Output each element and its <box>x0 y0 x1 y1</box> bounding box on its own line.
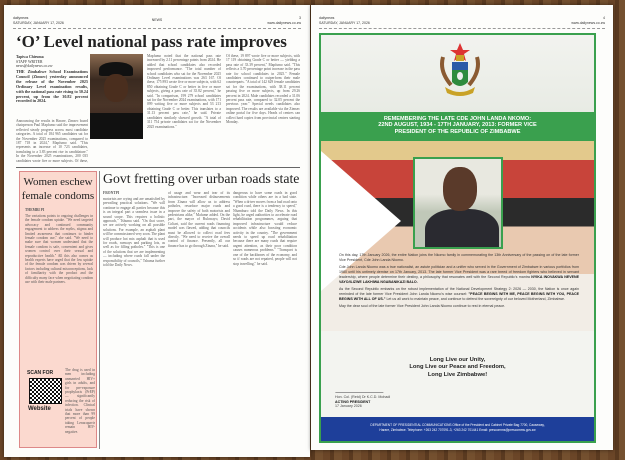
column-divider <box>99 171 100 449</box>
govt-byline: FRONTPI <box>103 191 120 195</box>
govt-column-1: motorists are crying and are unsatisfied by prevailing practical solutions. "We will continue to engage all parties because this is an integral part a seamless issue in a sound scope. This requires a holistic approach," Tshuma said. "On that score, we are actively working on all possible solutions. For example, an asphalt plant will be commissioned very soon. The plant will produce hot mix asphalt that is used for roads, runways and parking lots, as well as for filling potholes." "This is one of the solutions that we are implementing — including where roads fall under the responsibility of councils," Tshuma further told the Daily News. <box>103 197 165 268</box>
para-3-end: Let us all work to maintain peace, and continue to defend the sovereignty of our beloved Motherland, Zimbabwe. <box>386 296 566 301</box>
title-line-2: 22ND AUGUST, 1934 - 17TH JANUARY, 2013: FORMER VICE <box>378 122 537 129</box>
masthead: dailynews <box>13 16 29 20</box>
byline-name: Tapiwa Chiruma <box>16 55 44 59</box>
date: SATURDAY, JANUARY 17, 2026 <box>319 21 370 25</box>
women-body: The variations points to ongoing challenges in the female condom uptake. "We need targeted advocacy and continued community engagement to address the myths, stigma and limited awareness that continues to hinder female condom use," she said. "We need to make sure that women understand that the female condom is safe, convenient and gives women control over their sexual and reproductive health." All this also comes as health experts have urged that the low uptake of the female condom was driven by several factors including cultural misconceptions, lack of familiarity with the product and the difficulty many face when negotiating condom use with their male partners. <box>25 214 93 285</box>
signer-name: Hon. Col. (Retd) Dr K.C.D. Mohadi <box>335 395 391 399</box>
left-newspaper-page <box>4 5 310 457</box>
title-line-1: REMEMBERING THE LATE CDE JOHN LANDA NKOMO: <box>383 116 532 122</box>
para-3-text: As the Second Republic embarks on the robust implementation of the National Development Strategy 2: 2026 — 2030, the Nation is once again reminded of the late former Vice President John Landa Nkomo's wise counsel: <box>339 287 579 296</box>
john-nkomo-portrait <box>413 157 503 249</box>
slogan-line-3: Long Live Zimbabwe! <box>427 371 488 378</box>
advert-title <box>321 112 594 141</box>
byline-role: STAFF WRITER <box>16 59 43 64</box>
sidebar-quote: The drug is used in men including unmarried HIV+ girls in adults, and for pre-exposure prophylaxis (PrEP) — significantly reducing the risk of infection. Clinical trials have shown that more than 99 percent of people taking Lenacapavir remain HIV-negative. <box>65 368 95 434</box>
main-headline: ‘O’ Level national pass rate improves <box>16 32 287 51</box>
footer-line-2: Harare, Zimbabwe. Telephone: +263 242 707091-3, +263 242 701441 Email: prescomms@prescomms.gov.zw <box>379 427 536 432</box>
page-header <box>319 16 605 29</box>
byline <box>16 55 88 69</box>
website: www.dailynews.co.zw <box>571 21 605 25</box>
byline-email: news@dailynews.co.zw <box>16 64 53 68</box>
slogan <box>321 357 594 379</box>
page-header <box>13 16 301 29</box>
govt-column-3: dangerous to have some roads in good condition while others are in a bad state. "When a driver moves from a bad road onto a good road, there is a tendency to speed," Nhamburo told the Daily News. In this light, he urged authorities to accelerate road rehabilitation programmes, arguing that improved infrastructure would reduce accidents while also boosting economic activity in the country. "The government needs to speed up road rehabilitation because there are many roads that require urgent attention, as their poor condition causes numerous problems." "Transport is one of the backbones of the economy, and so if roads are not repaired, people will not stop travelling," he said. <box>233 191 297 266</box>
section-label: NEWS <box>151 18 163 22</box>
women-headline: Women eschew female condoms <box>21 176 95 202</box>
signer-title: ACTING PRESIDENT <box>335 399 371 404</box>
para-4: May the dear soul of the late former Vice President John Landa Nkomo continue to rest in eternal peace. <box>339 304 506 309</box>
qr-code[interactable] <box>29 378 62 404</box>
article-column-2: Mapfumo noted that the national pass rate increased by 2.11 percentage points from 2024. He added that school candidates also recorded improved performance. "The total number of school candidates who sat for the November 2025 Ordinary Level examinations was 263 167. Of these, 175 893 wrote five or more subjects, with 62 850 obtaining Grade C or better in five or more subjects, giving a pass rate of 35.82 percent," he said. "In comparison, 199 279 school candidates sat for the November 2024 examinations, with 171 099 writing five or more subjects and 53 213 obtaining Grade C or better. This translates to a 31.13 percent pass rate," he said. Private candidates similarly showed growth. "A total of 311 754 private candidates sat for the November 2025 examinations." <box>147 54 221 129</box>
zimsec-chairperson-photo <box>90 54 143 139</box>
peace-quote: "PEACE BEGINS WITH ME, PEACE BEGINS WITH YOU, PEACE BEGINS WITH ALL OF US." <box>339 291 579 301</box>
page-number: 3 <box>299 16 301 20</box>
para-3 <box>339 287 579 301</box>
signer-block <box>335 395 390 409</box>
coat-of-arms-icon <box>437 43 483 101</box>
section-divider <box>16 167 300 168</box>
para-2-text: Cde John Landa Nkomo was a true nationalist, an astute politician and a unifier who served in the Government of Zimbabwe in various portfolios from 1980 until his untimely demise on 17th January, 2013. The late former Vice President was a rare breed of freedom fighters who believed in servant leadership, where people determine their destiny, a philosophy that resonates well with the Second Republic's mantra <box>339 265 579 279</box>
right-newspaper-page <box>311 5 613 450</box>
women-condoms-article-box <box>19 171 97 448</box>
article-column-1: Announcing the results in Harare, Zimsec board chairperson Paul Mapfumo said the improvement reflected steady progress across most candidate categories. A total of 184 965 candidates sat for the November 2025 examinations, compared to 187 718 in 2024," Mapfumo said. "This represents an increase of 10 723 candidates, translating to a 3.83 percent rise in candidature." In the November 2025 examinations, 200 035 candidates wrote five or more subjects. Of these, <box>16 119 88 163</box>
slogan-line-2: Long Live our Peace and Freedom, <box>409 364 506 371</box>
website-label: Website <box>28 406 51 412</box>
signature <box>335 383 387 393</box>
govt-headline: Govt fretting over urban roads state <box>103 172 300 187</box>
slogan-line-1: Long Live our Unity, <box>429 357 486 363</box>
women-byline: THEMBI PI <box>25 208 45 212</box>
footer-line-1: DEPARTMENT OF PRESIDENTIAL COMMUNICATIONS Office of the President and Cabinet Private Bag 7700, Causeway, <box>370 423 545 427</box>
page-number: 4 <box>603 16 605 20</box>
nkomo-commemoration-advert <box>319 33 596 443</box>
date: SATURDAY, JANUARY 17, 2026 <box>13 21 64 25</box>
title-line-3: PRESIDENT OF THE REPUBLIC OF ZIMBABWE <box>394 128 521 135</box>
lead-paragraph: THE Zimbabwe School Examinations Council (Zimsec) yesterday announced the release of the November 2025 Ordinary Level examination results, with the national pass rate rising to 30.24 percent, up from the 30.82 percent recorded in 2024. <box>16 69 88 104</box>
scan-label: SCAN FOR <box>27 370 54 376</box>
para-1: On this day, 17th January 2026, the entire Nation joins the Nkomo family in commemorating the 13th Anniversary of the passing on of the late former Vice President, Cde John Landa Nkomo. <box>339 253 579 262</box>
advert-footer <box>321 417 594 441</box>
para-2 <box>339 265 579 284</box>
website: www.dailynews.co.zw <box>267 21 301 25</box>
signer-date: 17 January 2026 <box>335 404 362 409</box>
article-column-3: Of these, 19 897 wrote five or more subjects, with 17 119 obtaining Grade C or better — yielding a pass rate of 33.39 percent," Mapfumo said. "This reflects a 3.70 percentage point increase in the pass rate for school candidates in 2025." Female candidates continued to outperform their male counterparts. "A total of 142 629 female candidates sat for the examinations, with 38.11 percent passing five or more subjects, up from 29.26 percent in 2024. Male candidates recorded a 31.06 percent pass rate, compared to 32.05 percent the previous year." Special needs candidates also improved. The results are available via the Zimsec online portal for five days. Heads of centres can collect hard copies from provincial centres starting Monday. <box>226 54 300 125</box>
advert-body <box>339 253 579 312</box>
mantra: NYIKA INOVAKWA NEVENE VAYO/ILIZWE LAKHIWA NGABANIKAZI BALO. <box>339 274 579 284</box>
masthead: dailynews <box>319 16 335 20</box>
govt-column-2: of usage and wear and tear of its infrastructure. "Increased disbursements from Zinara will allow us to address potholes, resurface major roads and improve the safety of both motorists and pedestrians alike," Mafume added. On the part, the mayor of Bulawayo, David Coltart, said the current roads financing model was flawed, adding that councils must be allowed to collect road fees directly. "We need to receive the overall control of finance. Presently, all our finance has to go through Zinara," he said. <box>168 191 230 248</box>
